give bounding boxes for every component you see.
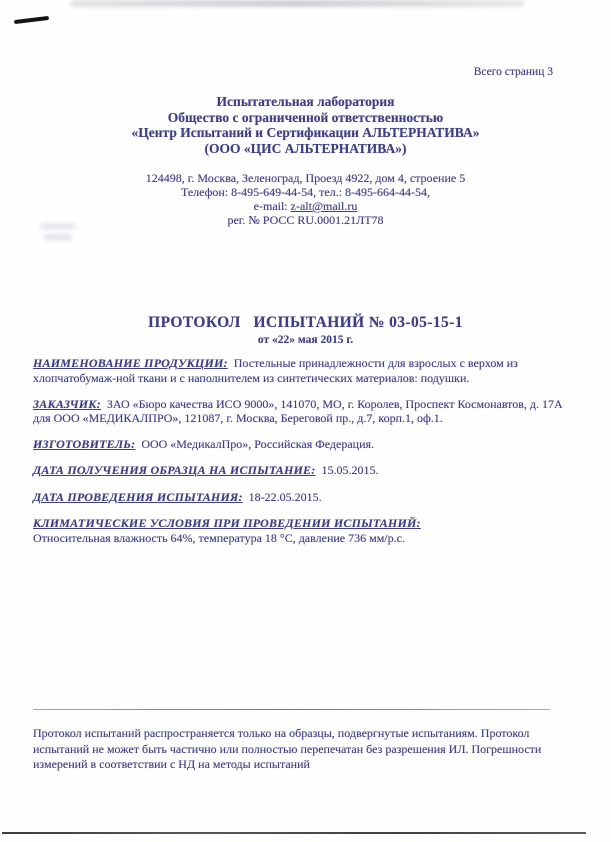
section-label: ДАТА ПРОВЕДЕНИЯ ИСПЫТАНИЯ: — [33, 489, 243, 504]
laboratory-header — [0, 94, 611, 156]
contact-block — [0, 171, 611, 227]
section-sample-received-date — [33, 463, 580, 478]
footer-divider — [33, 709, 550, 710]
section-value: Относительная влажность 64%, температура 18 °С, давление 736 мм/р.с. — [33, 531, 405, 546]
section-manufacturer — [33, 437, 580, 452]
email-address: z-alt@mail.ru — [290, 199, 358, 213]
footer-disclaimer: Протокол испытаний распространяется только на образцы, подвергнутые испытаниям. Протокол испытаний не может быть частично или полностью перепечатан без разрешения ИЛ. Погрешности измерений в соответствии с НД на методы испытаний — [33, 726, 542, 772]
scan-edge-line — [2, 832, 586, 834]
section-value: ООО «МедикалПро», Российская Федерация. — [141, 437, 375, 452]
section-climatic-conditions — [33, 516, 580, 546]
document-body — [33, 356, 580, 557]
pen-mark — [14, 16, 49, 24]
org-phones: Телефон: 8-495-649-44-54, тел.: 8-495-664-44-54, — [180, 185, 431, 199]
section-test-date — [33, 490, 580, 505]
org-line-llc: Общество с ограниченной ответственностью — [167, 109, 444, 125]
section-label: ИЗГОТОВИТЕЛЬ: — [33, 437, 136, 452]
section-product-name — [33, 356, 580, 385]
org-email-line — [0, 199, 611, 213]
section-customer — [33, 397, 580, 426]
scan-smudge-top — [70, 0, 525, 7]
org-registration-number: рег. № РОСС RU.0001.21ЛТ78 — [227, 213, 384, 227]
section-label: НАИМЕНОВАНИЕ ПРОДУКЦИИ: — [33, 356, 228, 370]
scan-smudge-left — [44, 234, 72, 240]
section-label: КЛИМАТИЧЕСКИЕ УСЛОВИЯ ПРИ ПРОВЕДЕНИИ ИСПЫТАНИЙ: — [33, 515, 421, 530]
org-line-center-name: «Центр Испытаний и Сертификации АЛЬТЕРНАТИВА» — [131, 125, 480, 141]
section-value: ЗАО «Бюро качества ИСО 9000», 141070, МО, г. Королев, Проспект Космонавтов, д. 17А для ООО «МЕДИКАЛПРО», 121087, г. Москва, Береговой пр., д.7, корп.1, оф.1. — [33, 396, 563, 426]
org-line-short-name: (ООО «ЦИС АЛЬТЕРНАТИВА») — [204, 140, 407, 156]
org-address: 124498, г. Москва, Зеленоград, Проезд 4922, дом 4, строение 5 — [145, 171, 466, 185]
protocol-date: от «22» мая 2015 г. — [257, 334, 354, 346]
section-value: 18-22.05.2015. — [248, 489, 322, 504]
section-value: Постельные принадлежности для взрослых с верхом из хлопчатобумаж-ной ткани и с наполнителем из синтетических материалов: подушки. — [33, 356, 518, 385]
protocol-title-block — [0, 314, 611, 346]
email-label: e-mail: — [253, 199, 291, 213]
section-label: ЗАКАЗЧИК: — [33, 396, 101, 411]
org-line-lab: Испытательная лаборатория — [216, 94, 395, 109]
section-value: 15.05.2015. — [321, 463, 379, 478]
total-pages-note: Всего страниц 3 — [473, 66, 553, 78]
section-label: ДАТА ПОЛУЧЕНИЯ ОБРАЗЦА НА ИСПЫТАНИЕ: — [33, 463, 316, 478]
protocol-title: ПРОТОКОЛ ИСПЫТАНИЙ № 03-05-15-1 — [148, 314, 463, 331]
